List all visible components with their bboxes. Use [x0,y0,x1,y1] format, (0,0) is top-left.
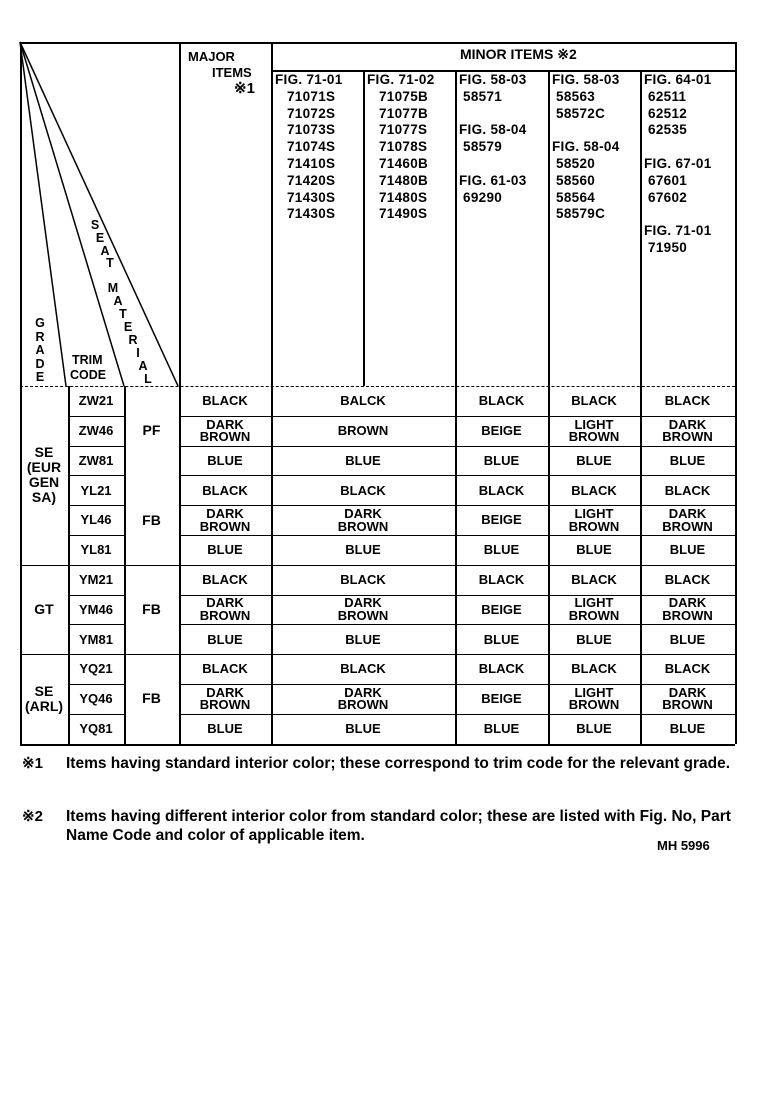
minor-items-color-fig58 [548,476,640,505]
figure-number: FIG. 67-01 [644,155,712,171]
minor-items-color-fig71 [271,417,455,446]
minor-items-color-fig58-text: BLUE [576,542,612,558]
part-code: 71480S [379,189,428,205]
minor-items-color-fig71 [271,387,455,416]
figure-number: FIG. 58-03 [552,72,620,87]
seat-material-letter: L [144,372,152,386]
note-2-text: Items having different interior color from standard color; these are listed with Fig. No, Part Name Code and color of applicable item. [66,808,731,844]
minor-items-color-fig64-71 [640,655,735,684]
trim-code-label-1: TRIM [72,353,103,367]
seat-material-letter: T [119,307,127,321]
minor-item-column [367,72,435,223]
minor-items-color-fig58-61 [455,715,548,744]
grade-letter: D [35,356,45,371]
grid-line-h [68,416,124,417]
minor-items-color-fig58 [548,625,640,654]
minor-items-color-fig58-61 [455,625,548,654]
part-code: 71072S [287,105,336,121]
grid-line-v [363,70,365,386]
part-code: 62512 [644,105,688,121]
major-items-color-text: DARK BROWN [199,416,251,445]
grid-line-h [179,505,735,506]
minor-items-color-fig64-71-text: BLUE [669,631,706,647]
part-code: 71073S [287,122,336,138]
minor-items-color-fig58-61-text: BEIGE [481,422,522,438]
grid-line-v [179,42,181,744]
seat-material-letter: E [123,320,133,334]
part-code: 71420S [287,172,336,188]
trim-code [68,685,124,714]
minor-items-color-fig71-text: BLUE [345,542,381,558]
minor-items-color-fig71 [271,625,455,654]
minor-items-color-fig58-text: BLUE [576,631,612,647]
trim-code-text: YL81 [80,542,112,558]
major-items-color [179,596,271,625]
minor-items-color-fig64-71 [640,506,735,535]
minor-items-color-fig64-71 [640,685,735,714]
part-code: 71075B [379,88,429,104]
trim-code-text: YM81 [79,631,113,647]
trim-code-text: YQ21 [79,661,113,677]
seat-material-cell: FB [142,511,161,528]
minor-items-color-fig58-text: BLUE [576,720,612,736]
minor-items-color-fig64-71 [640,476,735,505]
part-code: 71077B [379,105,429,121]
minor-items-color-fig58-text: LIGHT BROWN [568,506,620,534]
part-code: 71480B [379,172,429,188]
major-items-color [179,387,271,416]
minor-items-color-fig58-61 [455,447,548,476]
part-code: 62535 [644,122,688,138]
trim-code-text: YQ46 [79,691,113,707]
major-items-color-text: BLUE [207,542,243,558]
seat-material-cell: FB [142,690,161,707]
seat-material-letter: M [107,281,119,295]
reference-code: MH 5996 [657,838,710,853]
minor-items-color-fig58-text: LIGHT BROWN [568,595,620,623]
trim-code-text: YL46 [80,512,112,528]
part-code [644,139,712,156]
minor-items-color-fig58-61 [455,655,548,684]
part-code: 71078S [379,139,428,155]
major-items-color-text: BLUE [207,452,243,468]
seat-material-letter: T [106,256,114,270]
minor-items-color-fig71-text: BLACK [340,482,386,498]
minor-items-color-fig64-71-text: BLUE [669,542,706,558]
seat-material-letter: I [136,346,140,360]
grid-line-h [68,505,124,506]
figure-number: FIG. 71-02 [367,72,435,87]
minor-items-color-fig58-61 [455,506,548,535]
minor-items-color-fig71 [271,655,455,684]
minor-items-color-fig58-text: BLUE [576,452,612,468]
major-items-color [179,655,271,684]
minor-items-color-fig71 [271,476,455,505]
minor-items-color-fig58 [548,596,640,625]
trim-code [68,655,124,684]
grade-letter: E [35,370,45,384]
minor-items-color-fig71-text: BALCK [340,393,386,409]
figure-number: FIG. 58-03 [459,72,527,87]
trim-code-text: ZW81 [78,452,114,468]
trim-code-text: YM21 [79,571,113,587]
grid-line-h [20,42,735,44]
minor-items-color-fig71-text: BLUE [345,631,381,647]
part-code: 71950 [644,239,688,255]
major-items-color-text: DARK BROWN [199,595,251,623]
part-code: 58572C [552,105,606,121]
grid-line-v [548,70,550,744]
minor-items-label: MINOR ITEMS ※2 [460,46,577,62]
minor-items-color-fig71 [271,566,455,595]
grid-line-h [68,535,124,536]
minor-items-color-fig58-61-text: BLACK [478,661,525,677]
figure-number: FIG. 58-04 [459,122,527,138]
part-code: 67602 [644,189,688,205]
grid-line-h [68,595,124,596]
seat-material-letter: A [100,244,110,258]
minor-items-color-fig64-71-text: BLUE [669,720,706,736]
grid-line-h [179,446,735,447]
minor-items-color-fig71 [271,596,455,625]
seat-material-letter: E [95,231,105,245]
minor-items-color-fig71-text: BLUE [345,452,381,468]
trim-code [68,506,124,535]
minor-items-color-fig58-text: BLACK [571,571,617,587]
minor-items-color-fig58 [548,417,640,446]
part-code [459,156,527,173]
trim-code-text: YM46 [79,601,113,617]
grade-letter: R [35,329,45,344]
minor-items-color-fig71-text: BLACK [340,661,386,677]
minor-items-color-fig64-71-text: BLUE [669,452,706,468]
minor-items-color-fig64-71-text: BLACK [664,571,711,587]
minor-items-color-fig64-71 [640,536,735,565]
major-items-color [179,715,271,744]
minor-items-color-fig71 [271,685,455,714]
grid-line-h [179,535,735,536]
part-code: 58579 [459,139,503,155]
minor-items-color-fig58-61-text: BLUE [483,631,520,647]
grid-line-h [68,446,124,447]
grid-line-h [20,386,735,387]
minor-items-color-fig71 [271,536,455,565]
major-items-color-text: BLACK [202,482,248,498]
trim-code-text: ZW21 [78,393,114,409]
minor-items-color-fig58-61-text: BLUE [483,720,520,736]
trim-code-text: ZW46 [78,422,114,438]
minor-items-color-fig71-text: DARK BROWN [337,684,389,713]
minor-items-color-fig64-71 [640,715,735,744]
part-code: 58564 [552,189,596,205]
part-code: 71074S [287,139,336,155]
note-2-mark: ※2 [22,808,43,825]
grid-line-h [20,654,735,655]
grid-line-h [179,595,735,596]
minor-items-color-fig58-61-text: BEIGE [481,691,522,707]
grid-line-h [68,714,124,715]
trim-code [68,625,124,654]
minor-items-color-fig58-61-text: BLUE [483,542,520,558]
minor-items-color-fig64-71 [640,625,735,654]
part-code: 71077S [379,122,428,138]
minor-items-color-fig71-text: BLUE [345,720,381,736]
grid-line-v [640,70,642,744]
seat-material-cell: FB [142,600,161,617]
grid-line-h [179,475,735,476]
minor-item-column [459,72,527,206]
part-code: 67601 [644,172,688,188]
note-1-text: Items having standard interior color; these correspond to trim code for the relevant grade. [66,755,731,772]
minor-items-color-fig71 [271,715,455,744]
trim-code [68,387,124,416]
trim-code-text: YL21 [80,482,112,498]
minor-items-color-fig58-61-text: BLACK [478,482,525,498]
major-items-color-text: BLACK [202,571,248,587]
minor-items-color-fig58-61 [455,566,548,595]
grid-line-h [179,714,735,715]
major-items-color [179,447,271,476]
figure-number: FIG. 71-01 [275,72,343,87]
part-code [644,206,712,223]
grid-line-v [455,70,457,744]
figure-number: FIG. 61-03 [459,172,527,188]
minor-items-color-fig58-text: BLACK [571,393,617,409]
minor-items-color-fig64-71-text: DARK BROWN [662,416,713,445]
grid-line-v [20,42,22,744]
major-items-color [179,625,271,654]
minor-items-color-fig71-text: DARK BROWN [337,506,389,534]
minor-items-color-fig58-text: LIGHT BROWN [568,416,620,445]
grid-line-v [271,42,273,744]
seat-material-letter: S [90,218,100,232]
minor-items-color-fig58 [548,387,640,416]
minor-item-column [644,72,712,257]
grid-line-h [68,475,124,476]
minor-items-color-fig64-71 [640,417,735,446]
minor-items-color-fig64-71-text: DARK BROWN [662,506,713,534]
grid-line-h [179,684,735,685]
minor-items-color-fig71 [271,447,455,476]
minor-items-color-fig71-text: BROWN [337,422,389,438]
minor-items-color-fig58 [548,536,640,565]
part-code: 58563 [552,88,596,104]
seat-material-cell: PF [142,422,161,439]
grid-line-h [68,624,124,625]
grid-line-v [735,42,737,744]
minor-items-color-fig58 [548,506,640,535]
major-items-label-1: MAJOR [188,49,235,64]
trim-code [68,566,124,595]
trim-code [68,596,124,625]
minor-items-color-fig64-71 [640,447,735,476]
major-items-color [179,506,271,535]
major-items-color-text: BLUE [207,720,243,736]
part-code [459,106,527,123]
minor-items-color-fig58 [548,655,640,684]
minor-items-color-fig58-61 [455,387,548,416]
minor-items-color-fig58 [548,715,640,744]
major-items-color-text: DARK BROWN [199,506,251,534]
major-items-color-text: BLACK [202,661,248,677]
minor-items-color-fig58-61-text: BEIGE [481,512,522,528]
minor-items-color-fig58-text: LIGHT BROWN [568,684,620,713]
grade-cell: SE (EUR GEN SA) [26,444,62,506]
part-code: 58560 [552,172,596,188]
minor-items-color-fig71 [271,506,455,535]
minor-items-color-fig58-61-text: BLACK [478,571,525,587]
trim-code [68,447,124,476]
minor-items-color-fig64-71-text: DARK BROWN [662,684,713,713]
part-code: 58579C [552,206,606,222]
grid-line-h [179,416,735,417]
minor-items-color-fig64-71 [640,596,735,625]
grade-cell: SE (ARL) [24,682,64,714]
minor-items-color-fig64-71-text: BLACK [664,661,711,677]
minor-items-color-fig58-text: BLACK [571,661,617,677]
minor-items-color-fig71-text: BLACK [340,571,386,587]
part-code: 71410S [287,155,336,171]
grade-letter: G [35,316,45,330]
major-items-color [179,536,271,565]
major-items-color [179,417,271,446]
minor-item-column [275,72,343,223]
part-code: 62511 [644,88,687,104]
minor-items-color-fig58 [548,566,640,595]
grid-line-h [20,565,735,566]
minor-items-color-fig58-61-text: BLUE [483,452,520,468]
part-code: 71071S [287,88,336,104]
seat-material-letter: R [128,333,138,347]
part-code [552,122,620,139]
grade-cell: GT [34,600,54,617]
part-code: 71490S [379,206,428,222]
part-code: 58571 [459,88,503,104]
part-code: 71430S [287,206,336,222]
figure-number: FIG. 58-04 [552,139,620,155]
trim-code [68,536,124,565]
grade-letter: A [35,343,45,357]
part-code: 71460B [379,155,429,171]
minor-items-color-fig64-71 [640,387,735,416]
grid-line-h [20,744,735,746]
major-items-color-text: DARK BROWN [199,684,251,713]
grid-line-h [68,684,124,685]
minor-items-color-fig58-61 [455,536,548,565]
minor-items-color-fig58-61 [455,596,548,625]
minor-items-color-fig58-61-text: BLACK [478,393,525,409]
part-code: 69290 [459,189,503,205]
minor-items-color-fig58 [548,685,640,714]
minor-items-color-fig58-61-text: BEIGE [481,601,522,617]
trim-code [68,715,124,744]
trim-code [68,417,124,446]
trim-code-label-2: CODE [70,368,107,382]
major-items-note-mark: ※1 [234,80,255,97]
minor-items-color-fig58-text: BLACK [571,482,617,498]
seat-material-letter: A [113,294,123,308]
part-code: 58520 [552,155,596,171]
grid-line-h [179,624,735,625]
minor-items-color-fig64-71 [640,566,735,595]
major-items-color [179,476,271,505]
minor-items-color-fig58-61 [455,685,548,714]
minor-items-color-fig64-71-text: BLACK [664,393,711,409]
minor-items-color-fig58-61 [455,417,548,446]
note-1-mark: ※1 [22,755,43,772]
seat-material-letter: A [138,359,148,373]
part-code: 71430S [287,189,336,205]
minor-items-color-fig58-61 [455,476,548,505]
trim-code-text: YQ81 [79,720,113,736]
figure-number: FIG. 71-01 [644,223,712,239]
minor-items-color-fig64-71-text: DARK BROWN [662,595,713,623]
minor-items-color-fig64-71-text: BLACK [664,482,711,498]
major-items-color-text: BLUE [207,631,243,647]
major-items-color [179,566,271,595]
major-items-color-text: BLACK [202,393,248,409]
major-items-label-2: ITEMS [212,65,252,80]
minor-items-color-fig71-text: DARK BROWN [337,595,389,623]
major-items-color [179,685,271,714]
figure-number: FIG. 64-01 [644,72,712,87]
trim-code [68,476,124,505]
grid-line-h [271,70,735,72]
minor-items-color-fig58 [548,447,640,476]
minor-item-column [552,72,620,223]
